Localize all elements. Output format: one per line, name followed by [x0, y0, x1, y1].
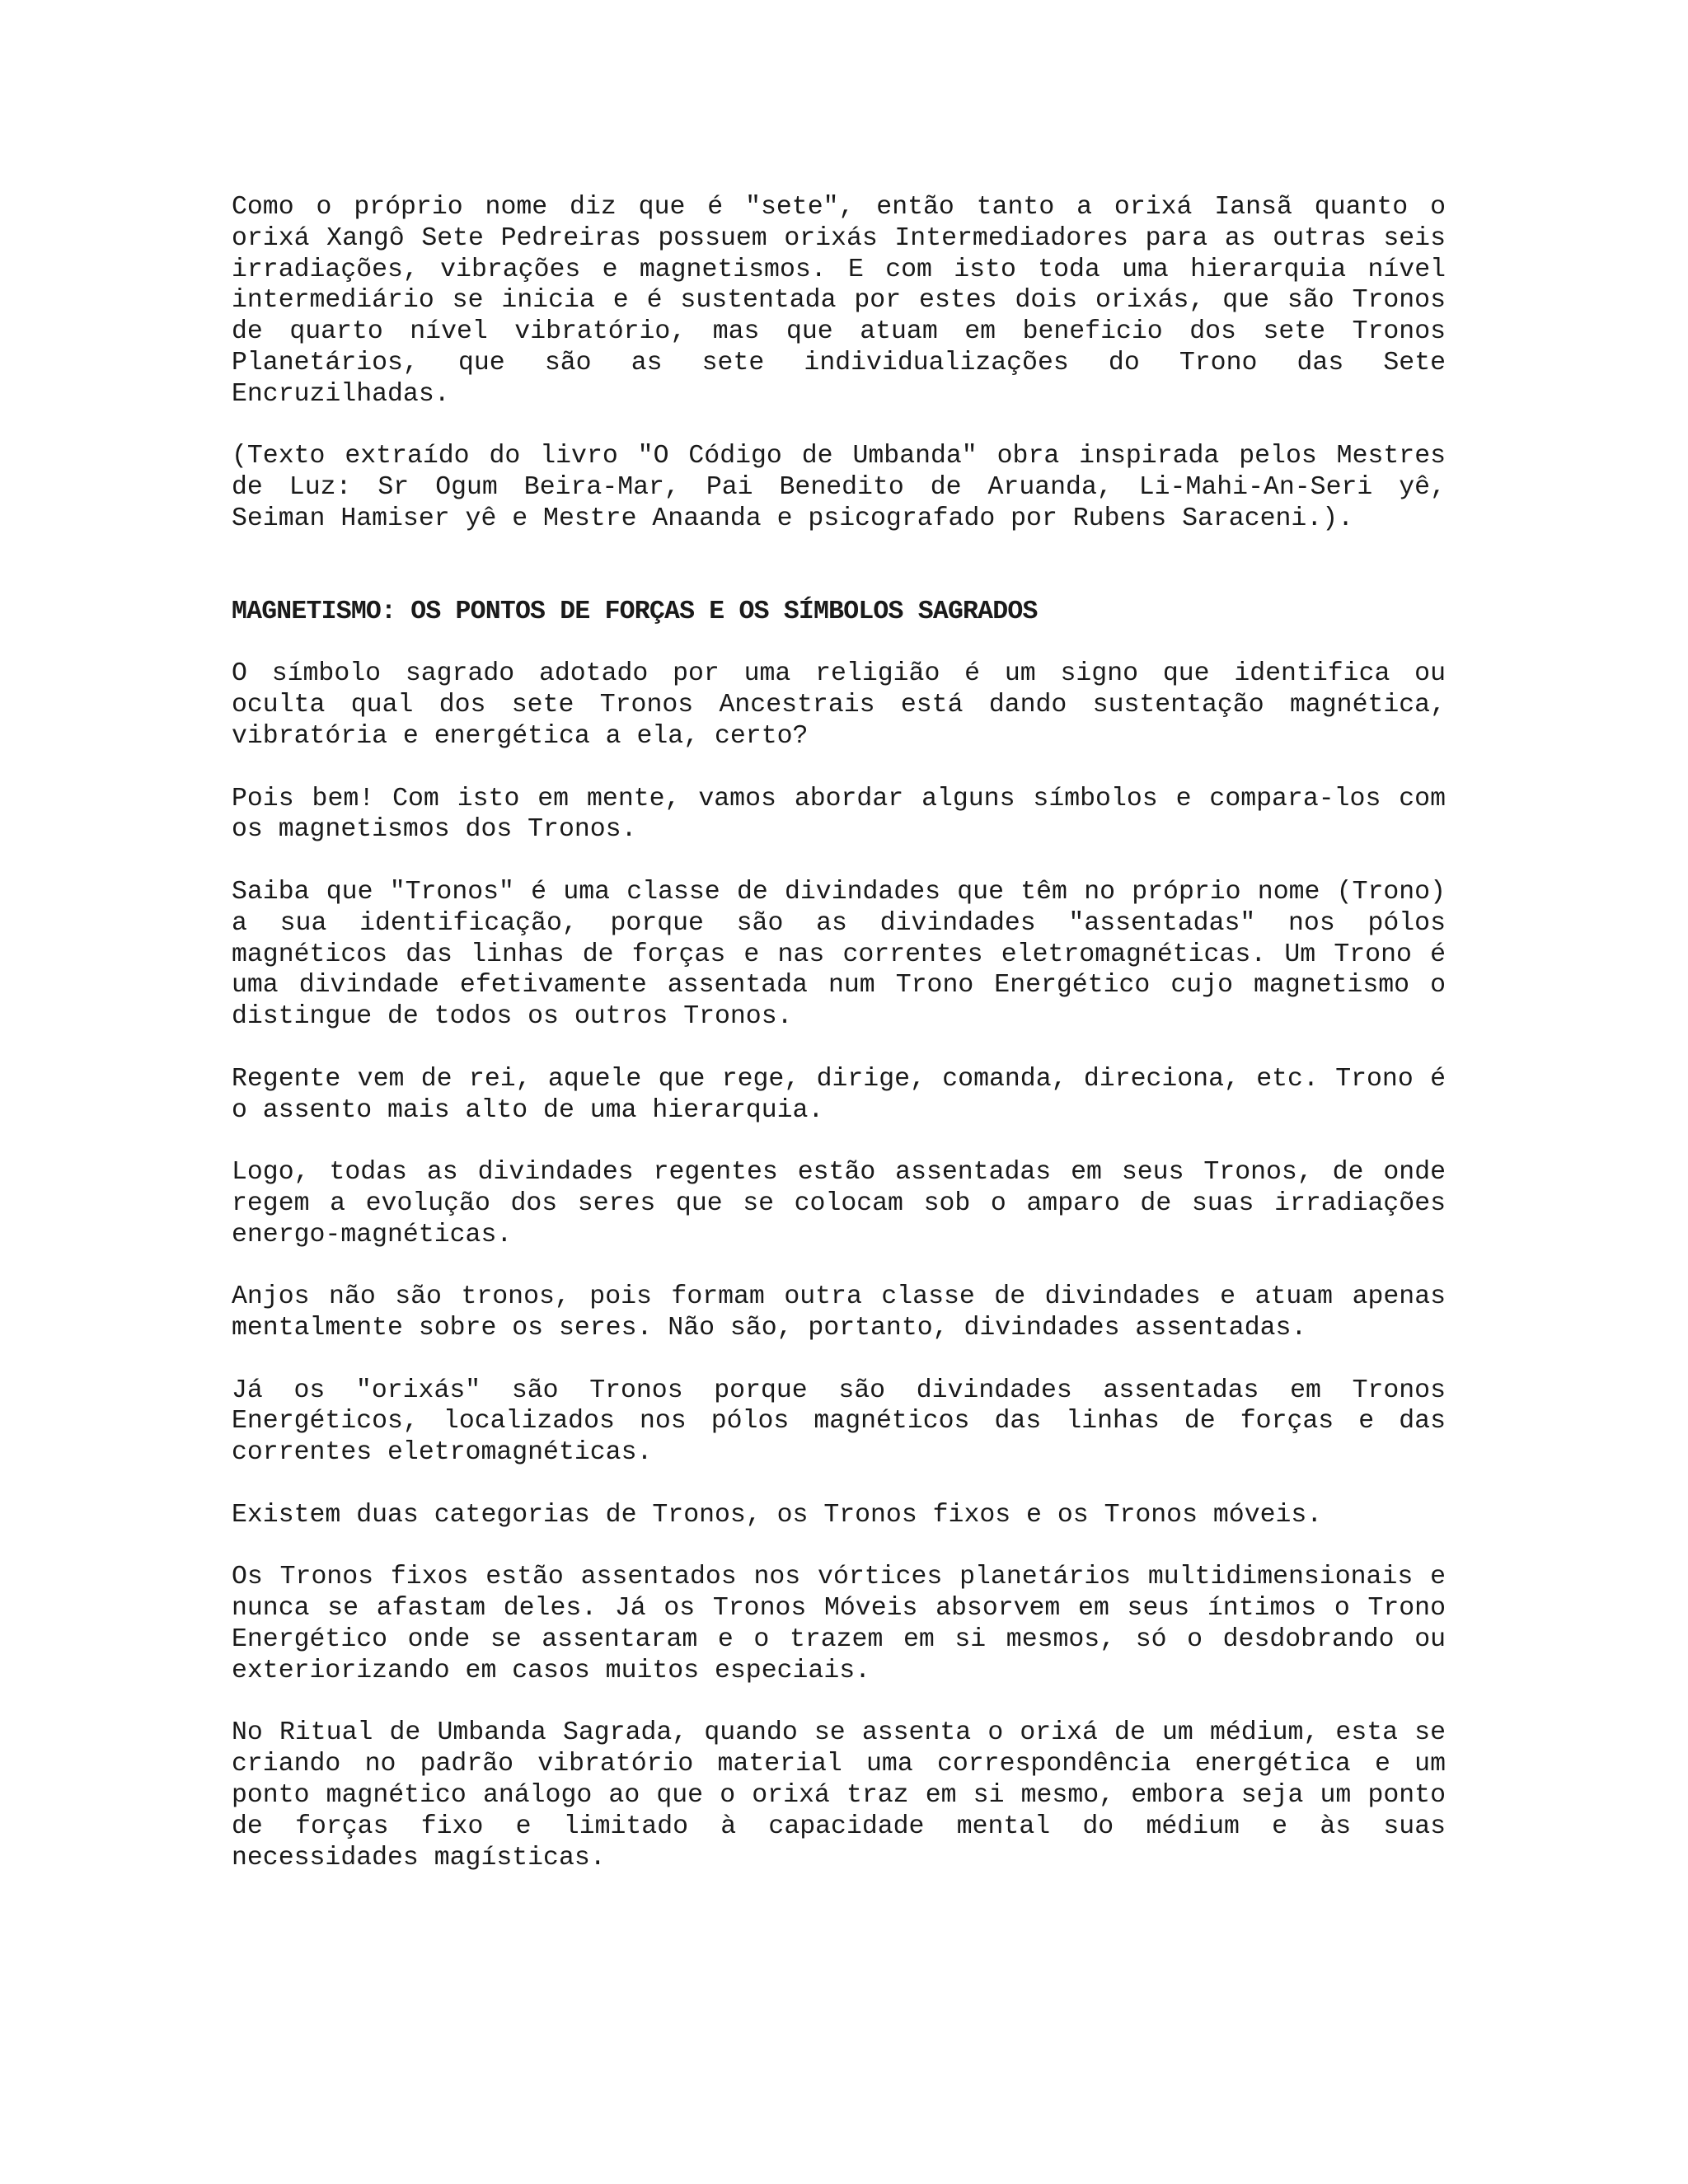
section-heading: MAGNETISMO: OS PONTOS DE FORÇAS E OS SÍMBOLOS SAGRADOS: [232, 597, 1038, 626]
paragraph-categorias-tronos: Existem duas categorias de Tronos, os Tronos fixos e os Tronos móveis.: [232, 1500, 1323, 1530]
paragraph-divindades-regentes: Logo, todas as divindades regentes estão assentadas em seus Tronos, de onde regem a evolução dos seres que se colocam sob o amparo de suas irradiações energo-magnéticas.: [232, 1158, 1446, 1249]
paragraph-ritual-umbanda: No Ritual de Umbanda Sagrada, quando se assenta o orixá de um médium, esta se criando no padrão vibratório material uma correspondência energética e um ponto magnético análogo ao que o orixá traz em si mesmo, embora seja um ponto de forças fixo e limitado à capacidade mental do médium e às suas necessidades magísticas.: [232, 1718, 1446, 1872]
paragraph-sete-orixas: Como o próprio nome diz que é "sete", então tanto a orixá Iansã quanto o orixá Xangô Sete Pedreiras possuem orixás Intermediadores para as outras seis irradiações, vibrações e magnetismos. E com isto toda uma hierarquia nível intermediário se inicia e é sustentada por estes dois orixás, que são Tronos de quarto nível vibratório, mas que atuam em beneficio dos sete Tronos Planetários, que são as sete individualizações do Trono das Sete Encruzilhadas.: [232, 193, 1446, 409]
paragraph-tronos-fixos: Os Tronos fixos estão assentados nos vórtices planetários multidimensionais e nunca se afastam deles. Já os Tronos Móveis absorvem em seus íntimos o Trono Energético onde se assentaram e o trazem em si mesmos, só o desdobrando ou exteriorizando em casos muitos especiais.: [232, 1563, 1446, 1685]
paragraph-regente: Regente vem de rei, aquele que rege, dirige, comanda, direciona, etc. Trono é o assento mais alto de uma hierarquia.: [232, 1064, 1446, 1125]
paragraph-source-citation: (Texto extraído do livro "O Código de Umbanda" obra inspirada pelos Mestres de Luz: Sr Ogum Beira-Mar, Pai Benedito de Aruanda, Li-Mahi-An-Seri yê, Seiman Hamiser yê e Mestre Anaanda e psicografado por Rubens Saraceni.).: [232, 442, 1446, 533]
paragraph-orixas-tronos: Já os "orixás" são Tronos porque são divindades assentadas em Tronos Energéticos, localizados nos pólos magnéticos das linhas de forças e das correntes eletromagnéticas.: [232, 1376, 1446, 1468]
document-body: [232, 192, 1446, 1905]
paragraph-simbolo-sagrado: O símbolo sagrado adotado por uma religião é um signo que identifica ou oculta qual dos sete Tronos Ancestrais está dando sustentação magnética, vibratória e energética a ela, certo?: [232, 659, 1446, 751]
paragraph-saiba-tronos: Saiba que "Tronos" é uma classe de divindades que têm no próprio nome (Trono) a sua identificação, porque são as divindades "assentadas" nos pólos magnéticos das linhas de forças e nas correntes eletromagnéticas. Um Trono é uma divindade efetivamente assentada num Trono Energético cujo magnetismo o distingue de todos os outros Tronos.: [232, 877, 1446, 1032]
paragraph-anjos: Anjos não são tronos, pois formam outra classe de divindades e atuam apenas mentalmente sobre os seres. Não são, portanto, divindades assentadas.: [232, 1282, 1446, 1343]
paragraph-pois-bem: Pois bem! Com isto em mente, vamos abordar alguns símbolos e compara-los com os magnetismos dos Tronos.: [232, 784, 1446, 845]
